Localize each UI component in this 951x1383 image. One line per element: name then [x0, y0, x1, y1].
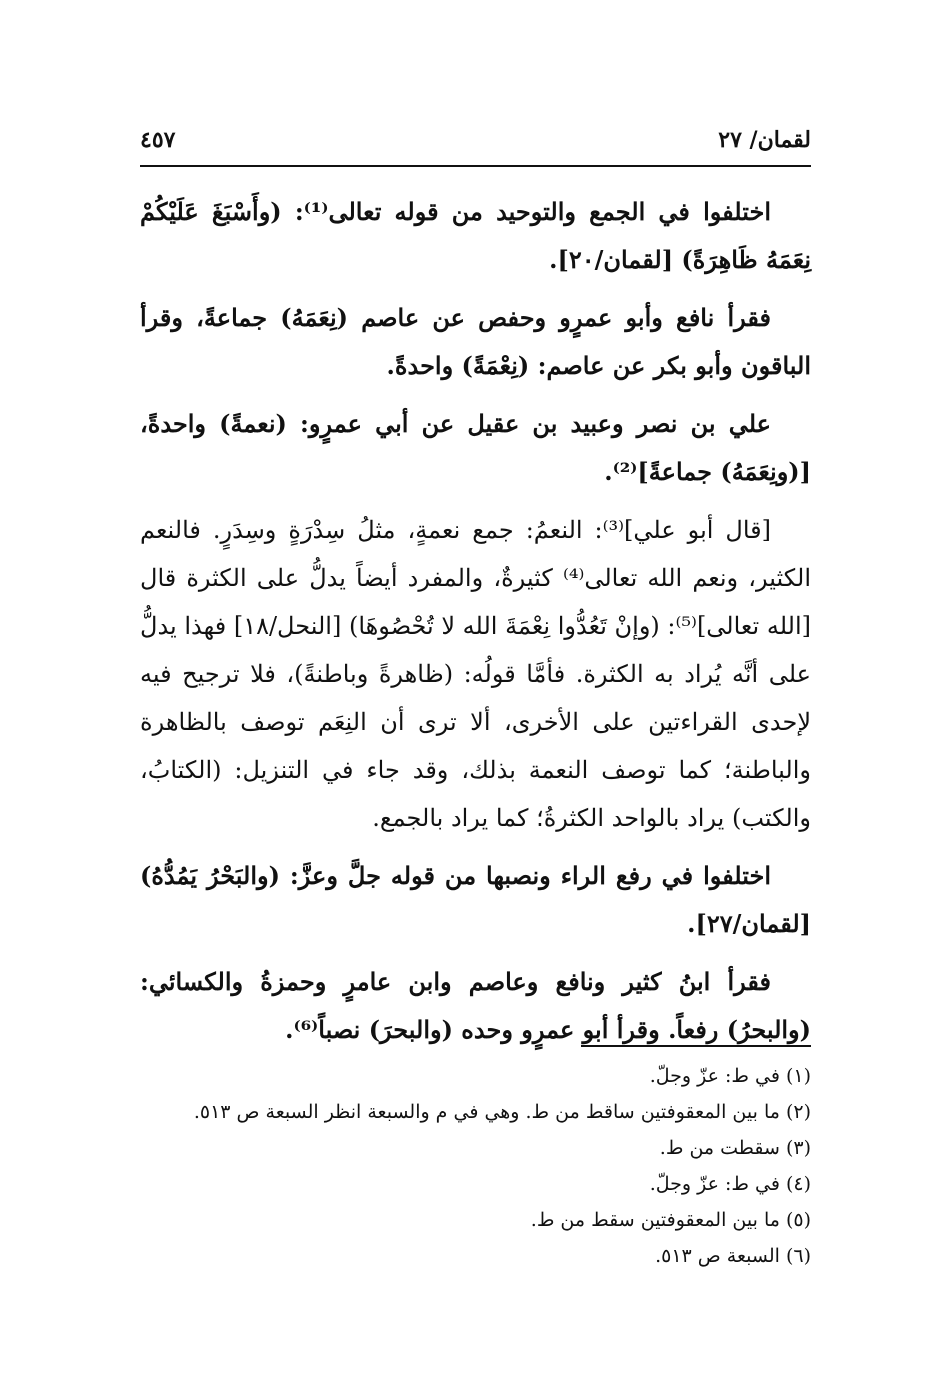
- paragraph-4: [قال أبو علي]⁽³⁾: النعمُ: جمع نعمةٍ، مثلُ سِدْرَةٍ وسِدَرٍ. فالنعم الكثير، ونعم الله تعالى⁽⁴⁾ كثيرةٌ، والمفرد أيضاً يدلُّ على الكثرة قال [الله تعالى]⁽⁵⁾: (وإنْ تَعُدُّوا نِعْمَةَ الله لا تُحْصُوهَا) [النحل/١٨] فهذا يدلُّ على أنَّه يُراد به الكثرة. فأمَّا قولُه: (ظاهرةً وباطنةً)، فلا ترجيح فيه لإحدى القراءتين على الأخرى، ألا ترى أن النِعَم توصف بالظاهرة والباطنة؛ كما توصف النعمة بذلك، وقد جاء في التنزيل: (الكتابُ، والكتب) يراد بالواحد الكثرةُ؛ كما يراد بالجمع.: [140, 516, 812, 832]
- footnote-3: (٣) سقطت من ط.: [659, 1137, 811, 1159]
- footnote-1: (١) في ط: عزّ وجلّ.: [649, 1065, 811, 1087]
- main-text: [140, 188, 811, 1064]
- paragraph-6: فقرأ ابنُ كثير ونافع وعاصم وابن عامرٍ وحمزةُ والكسائي: (والبحرُ) رفعاً. وقرأ أبو عمرٍو وحده (والبحرَ) نصباً⁽⁶⁾.: [140, 967, 811, 1044]
- paragraph-1: اختلفوا في الجمع والتوحيد من قوله تعالى⁽¹⁾: (وأَسْبَغَ عَلَيْكُمْ نِعَمَهُ ظَاهِرَةً) [لقمان/٢٠].: [140, 197, 811, 274]
- page-number: ٤٥٧: [140, 127, 176, 153]
- header-rule: [140, 165, 811, 167]
- footnotes: [140, 1058, 811, 1274]
- paragraph-2: فقرأ نافع وأبو عمرٍو وحفص عن عاصم (نِعَمَهُ) جماعةً، وقرأ الباقون وأبو بكر عن عاصم: (نِعْمَةً) واحدةً.: [140, 303, 811, 380]
- footnote-5: (٥) ما بين المعقوفتين سقط من ط.: [530, 1209, 811, 1231]
- page-header: [140, 120, 811, 160]
- footnote-2: (٢) ما بين المعقوفتين ساقط من ط. وهي في م والسبعة انظر السبعة ص ٥١٣.: [193, 1101, 811, 1123]
- running-title: لقمان/ ٢٧: [718, 127, 811, 153]
- footnote-rule: [581, 1045, 811, 1047]
- footnote-4: (٤) في ط: عزّ وجلّ.: [649, 1173, 811, 1195]
- paragraph-3: علي بن نصر وعبيد بن عقيل عن أبي عمرٍو: (نعمةً) واحدةً، [(ونِعَمَهُ) جماعةً]⁽²⁾.: [140, 409, 811, 486]
- paragraph-5: اختلفوا في رفع الراء ونصبها من قوله جلَّ وعزَّ: (والبَحْرُ يَمُدُّهُ) [لقمان/٢٧].: [140, 861, 811, 938]
- footnote-6: (٦) السبعة ص ٥١٣.: [655, 1245, 811, 1267]
